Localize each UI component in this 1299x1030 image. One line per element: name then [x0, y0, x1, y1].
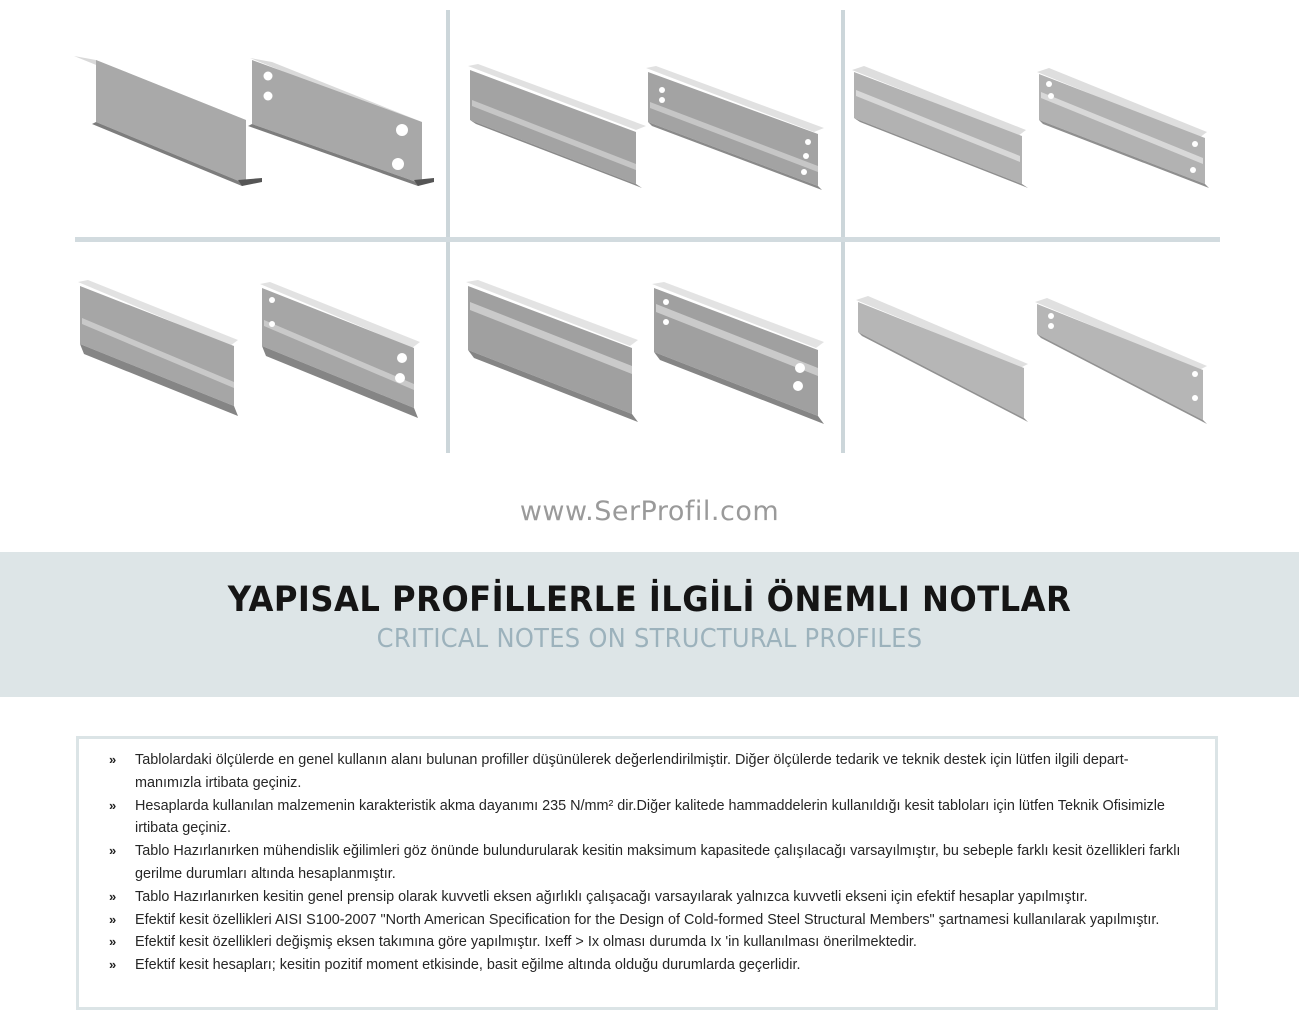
- notes-banner: [0, 552, 1299, 697]
- note-text: Efektif kesit özellikleri AISI S100-2007 "North American Specification for the Design of Cold-formed Steel Structural Members" şartnamesi kullanılarak yapılmıştır.: [135, 911, 1160, 928]
- note-item: [109, 954, 1185, 977]
- bullet-icon: »: [109, 911, 117, 927]
- note-text: Tablo Hazırlanırken mühendislik eğilimleri göz önünde bulundurularak kesitin maksimum kapasitede çalışılacağı varsayılmıştır, bu sebeple farklı kesit özellikleri farklı gerilme durumları altında hesaplanmıştır.: [135, 843, 1181, 882]
- note-text: Tablolardaki ölçülerde en genel kullanın alanı bulunan profiller düşünülerek değerlendirilmiştir. Diğer ölçülerde tedarik ve teknik destek için lütfen ilgili depart- manımızla irtibata geçiniz.: [135, 752, 1129, 791]
- profile-image-c-holes: [642, 62, 832, 202]
- note-item: [109, 840, 1185, 886]
- page-subtitle: CRITICAL NOTES ON STRUCTURAL PROFILES: [376, 624, 923, 654]
- note-item: [109, 931, 1185, 954]
- gallery-divider-vertical: [446, 10, 450, 453]
- note-item: [109, 909, 1185, 932]
- profile-image-sigma-plain: [850, 64, 1040, 194]
- profile-image-u-holes: [1033, 298, 1213, 428]
- bullet-icon: »: [109, 888, 117, 904]
- gallery-divider-vertical: [841, 10, 845, 453]
- notes-list: [79, 739, 1215, 977]
- note-text: Efektif kesit hesapları; kesitin pozitif moment etkisinde, basit eğilme altında olduğu durumlarda geçerlidir.: [135, 957, 801, 974]
- bullet-icon: »: [109, 957, 117, 973]
- profile-gallery: [0, 0, 1299, 460]
- profile-image-c-plain: [464, 60, 654, 200]
- page-title: YAPISAL PROFİLLERLE İLGİLİ ÖNEMLI NOTLAR: [227, 580, 1072, 620]
- note-item: [109, 795, 1185, 841]
- bullet-icon: »: [109, 934, 117, 950]
- note-text: Hesaplarda kullanılan malzemenin karakteristik akma dayanımı 235 N/mm² dir.Diğer kalitede hammaddelerin kullanıldığı kesit tabloları için lütfen Teknik Ofisimizle irtibata geçiniz.: [135, 797, 1165, 837]
- notes-box: [76, 736, 1218, 1010]
- bullet-icon: »: [109, 843, 117, 859]
- gallery-divider-horizontal: [75, 237, 1220, 242]
- note-item: [109, 749, 1185, 795]
- profile-image-u-plain: [854, 296, 1034, 426]
- note-item: [109, 886, 1185, 909]
- note-text: Tablo Hazırlanırken kesitin genel prensip olarak kuvvetli eksen ağırlıklı çalışacağı varsayılarak yalnızca kuvvetli ekseni için efektif hesaplar yapılmıştır.: [135, 888, 1088, 905]
- profile-image-omega-holes: [648, 280, 828, 430]
- profile-image-sigma-holes: [1035, 66, 1225, 196]
- bullet-icon: »: [109, 752, 117, 767]
- profile-image-z-holes: [248, 52, 438, 192]
- profile-image-omega-plain: [462, 278, 642, 428]
- website-url: www.SerProfil.com: [519, 496, 780, 527]
- profile-image-z-plain: [72, 50, 262, 190]
- note-text: Efektif kesit özellikleri değişmiş eksen takımına göre yapılmıştır. Ixeff > Ix olması durumda Ix 'in kullanılması önerilmektedir.: [135, 934, 917, 951]
- bullet-icon: »: [109, 797, 117, 813]
- profile-image-c-lip-holes: [256, 280, 426, 430]
- profile-image-c-lip-plain: [74, 278, 244, 428]
